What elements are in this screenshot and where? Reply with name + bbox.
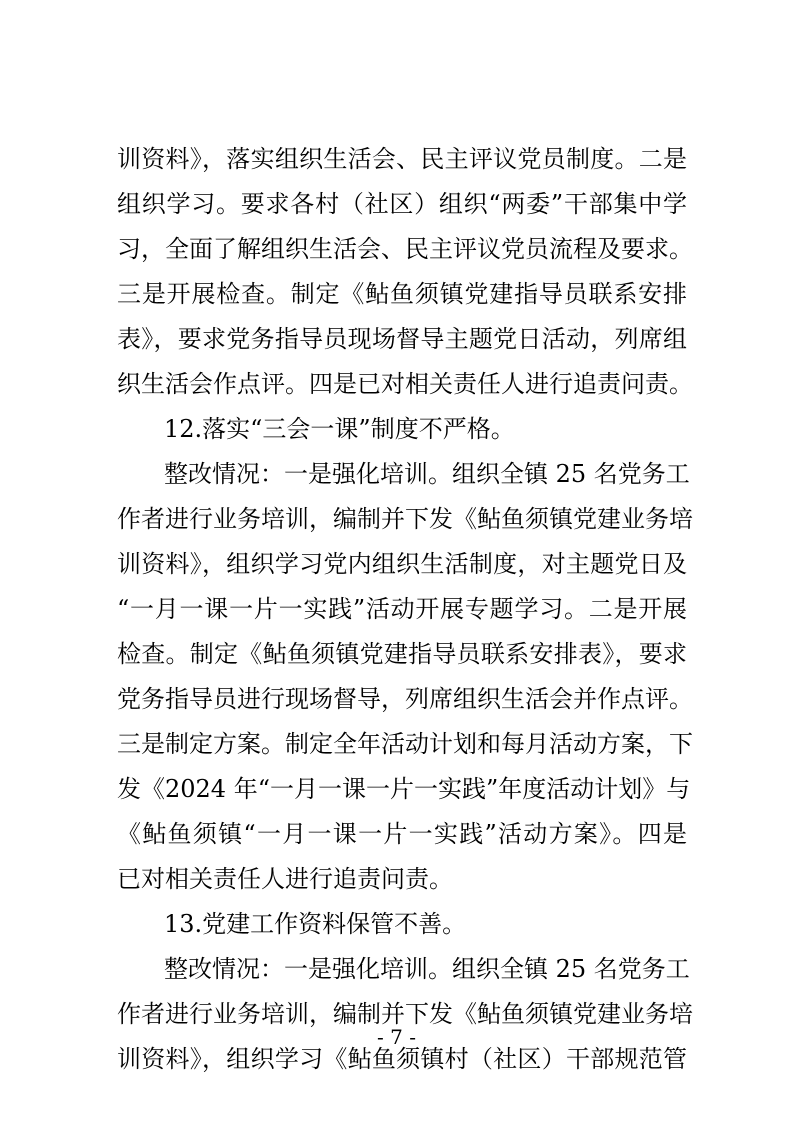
section-heading: 13.党建工作资料保管不善。 <box>164 910 467 938</box>
text-line: 表》，要求党务指导员现场督导主题党日活动，列席组 <box>117 325 687 353</box>
text-line: 训资料》，落实组织生活会、民主评议党员制度。二是 <box>117 145 687 173</box>
text-line: 党务指导员进行现场督导，列席组织生活会并作点评。 <box>117 685 693 713</box>
page-number: - 7 - <box>377 1025 416 1049</box>
section-heading: 12.落实“三会一课”制度不严格。 <box>164 415 515 443</box>
text-line: 发《2024 年“一月一课一片一实践”年度活动计划》与 <box>117 775 691 803</box>
text-line: 作者进行业务培训，编制并下发《鲇鱼须镇党建业务培 <box>117 505 693 533</box>
text-line: 训资料》，组织学习《鲇鱼须镇村（社区）干部规范管 <box>117 1045 687 1073</box>
text-line: 三是制定方案。制定全年活动计划和每月活动方案，下 <box>117 730 693 758</box>
text-line: 组织学习。要求各村（社区）组织“两委”干部集中学 <box>117 190 687 218</box>
text-line: 整改情况：一是强化培训。组织全镇 25 名党务工 <box>164 460 690 488</box>
text-line: “一月一课一片一实践”活动开展专题学习。二是开展 <box>117 595 687 623</box>
text-line: 整改情况：一是强化培训。组织全镇 25 名党务工 <box>164 955 690 983</box>
text-line: 训资料》，组织学习党内组织生活制度，对主题党日及 <box>117 550 687 578</box>
text-line: 作者进行业务培训，编制并下发《鲇鱼须镇党建业务培 <box>117 1000 693 1028</box>
text-line: 三是开展检查。制定《鲇鱼须镇党建指导员联系安排 <box>117 280 687 308</box>
text-line: 检查。制定《鲇鱼须镇党建指导员联系安排表》，要求 <box>117 640 687 668</box>
text-line: 《鲇鱼须镇“一月一课一片一实践”活动方案》。四是 <box>117 820 687 848</box>
text-line: 习，全面了解组织生活会、民主评议党员流程及要求。 <box>117 235 693 263</box>
text-line: 已对相关责任人进行追责问责。 <box>117 865 453 893</box>
text-line: 织生活会作点评。四是已对相关责任人进行追责问责。 <box>117 370 693 398</box>
body-text <box>117 137 693 1082</box>
